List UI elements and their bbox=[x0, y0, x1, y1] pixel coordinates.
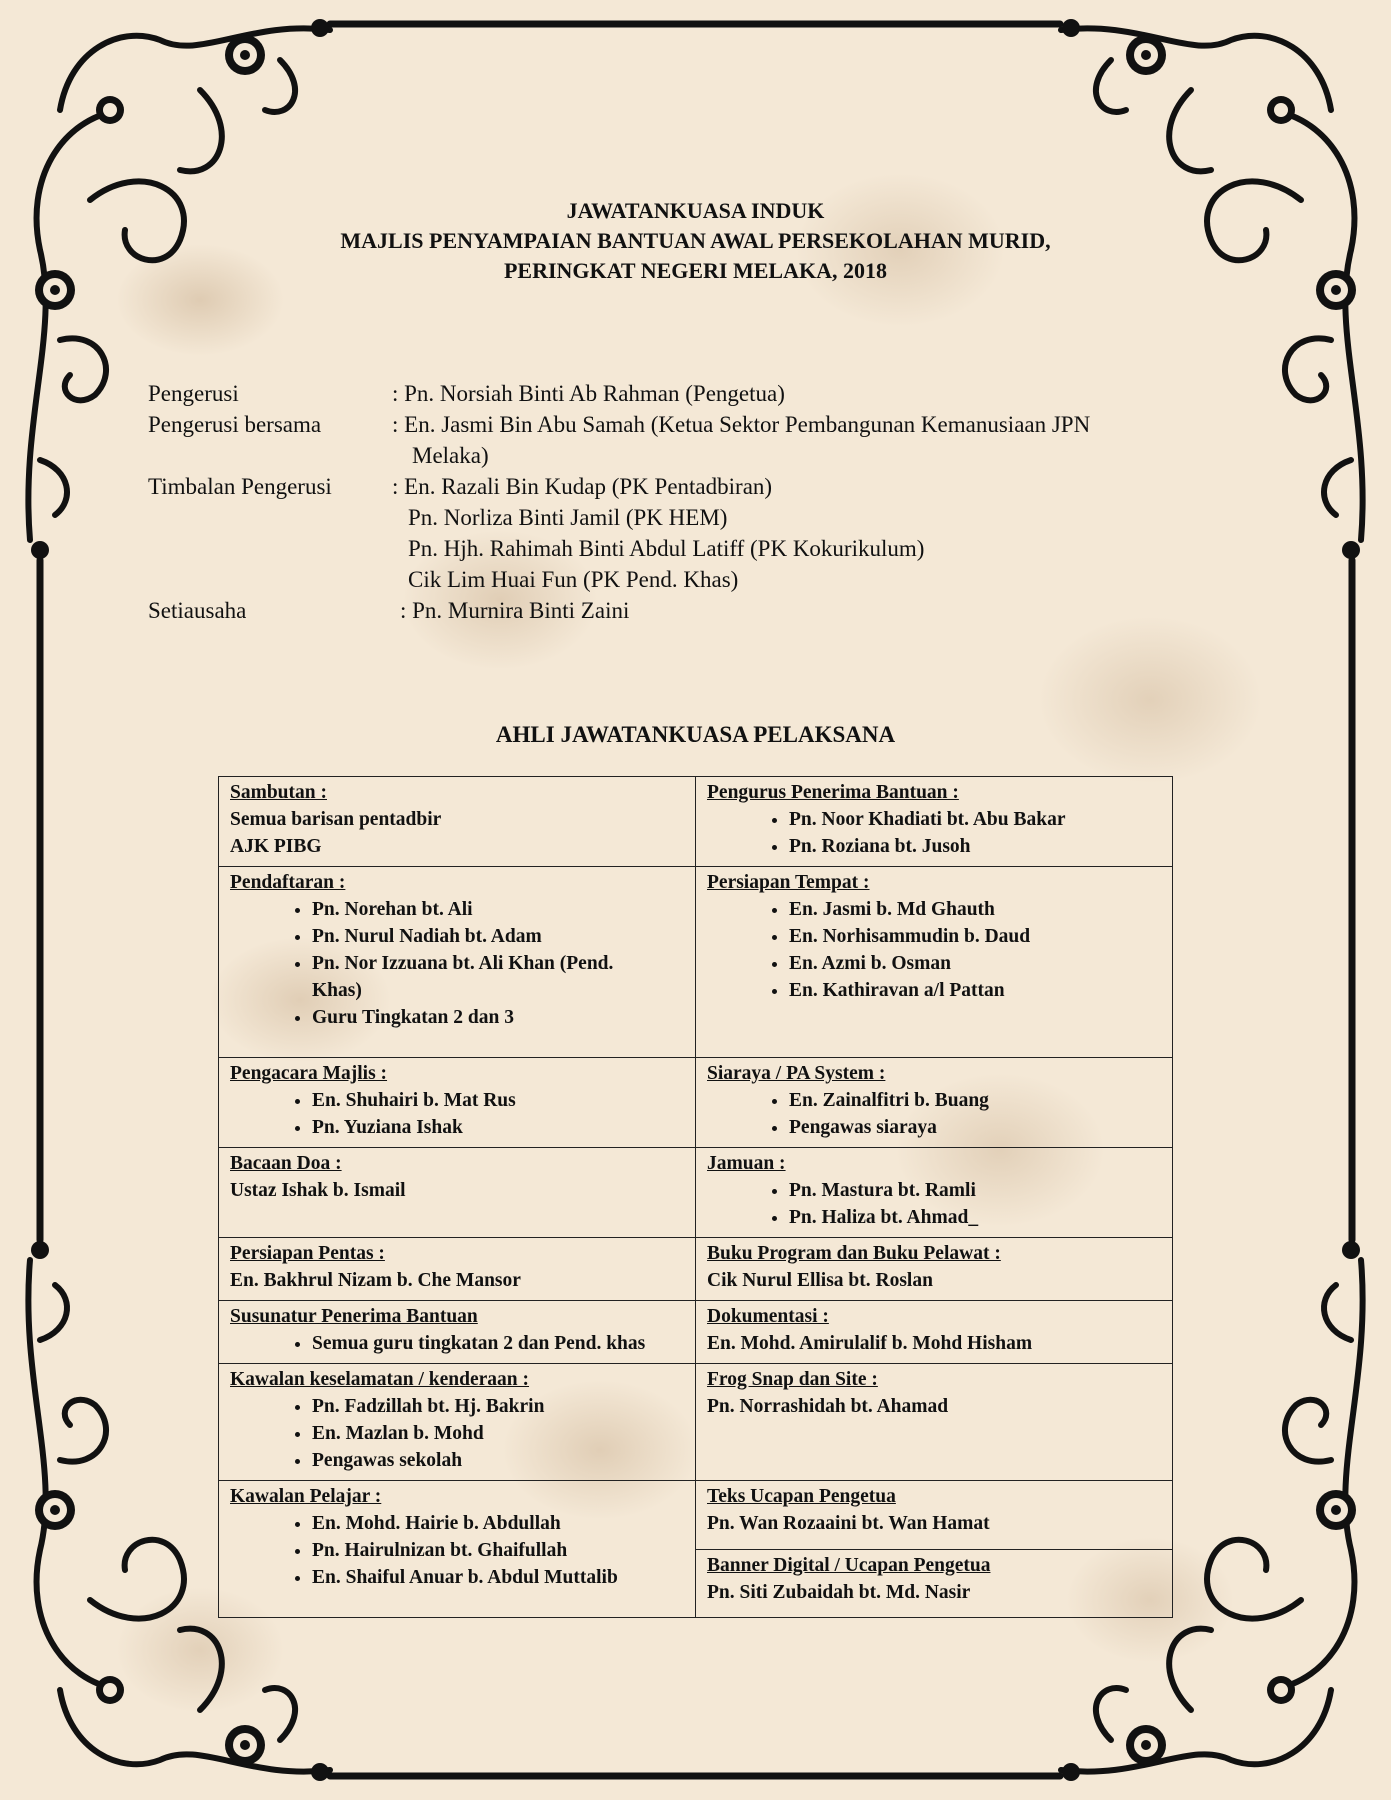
role-value-line: : En. Jasmi Bin Abu Samah (Ketua Sektor Pembangunan Kemanusiaan JPN bbox=[392, 412, 1091, 437]
cell-bacaan-doa bbox=[219, 1148, 696, 1238]
title-line-3: PERINGKAT NEGERI MELAKA, 2018 bbox=[503, 258, 887, 283]
list-item: • Pengawas siaraya bbox=[789, 1114, 1162, 1141]
table-row bbox=[219, 777, 1173, 867]
cell-heading: Frog Snap dan Site : bbox=[707, 1369, 878, 1390]
cell-line: Pn. Wan Rozaaini bt. Wan Hamat bbox=[707, 1513, 990, 1534]
list-item: • En. Zainalfitri b. Buang bbox=[789, 1087, 1162, 1114]
list-item: • En. Shaiful Anuar b. Abdul Muttalib bbox=[312, 1564, 685, 1591]
cell-susunatur bbox=[219, 1301, 696, 1364]
cell-frog-snap bbox=[696, 1364, 1173, 1481]
cell-dokumentasi bbox=[696, 1301, 1173, 1364]
cell-siaraya bbox=[696, 1058, 1173, 1148]
list-item: • Pengawas sekolah bbox=[312, 1447, 685, 1474]
committee-row-pengerusi bbox=[148, 378, 1248, 409]
bullet-list bbox=[230, 1330, 685, 1357]
committee-row-setiausaha bbox=[148, 595, 1248, 626]
list-item: • Pn. Nurul Nadiah bt. Adam bbox=[312, 923, 685, 950]
list-item: • En. Shuhairi b. Mat Rus bbox=[312, 1087, 685, 1114]
list-item: • En. Mohd. Hairie b. Abdullah bbox=[312, 1510, 685, 1537]
cell-line: En. Bakhrul Nizam b. Che Mansor bbox=[230, 1270, 521, 1291]
list-item: • Pn. Haliza bt. Ahmad_ bbox=[789, 1204, 1162, 1231]
list-item: • Pn. Fadzillah bt. Hj. Bakrin bbox=[312, 1393, 685, 1420]
cell-line: Cik Nurul Ellisa bt. Roslan bbox=[707, 1270, 933, 1291]
list-item: • Pn. Nor Izzuana bt. Ali Khan (Pend. Khas) bbox=[312, 950, 685, 1004]
bullet-list bbox=[707, 896, 1162, 1004]
table-row bbox=[219, 1148, 1173, 1238]
cell-heading: Pendaftaran : bbox=[230, 872, 346, 893]
list-item: • Pn. Yuziana Ishak bbox=[312, 1114, 685, 1141]
cell-line: Pn. Norrashidah bt. Ahamad bbox=[707, 1396, 949, 1417]
role-value bbox=[392, 471, 1248, 595]
cell-persiapan-pentas bbox=[219, 1238, 696, 1301]
cell-pengurus bbox=[696, 777, 1173, 867]
cell-persiapan-tempat bbox=[696, 867, 1173, 1058]
cell-line: En. Mohd. Amirulalif b. Mohd Hisham bbox=[707, 1333, 1033, 1354]
cell-heading: Teks Ucapan Pengetua bbox=[707, 1486, 896, 1507]
bullet-list bbox=[230, 1510, 685, 1591]
table-row bbox=[219, 1301, 1173, 1364]
section-title-pelaksana: AHLI JAWATANKUASA PELAKSANA bbox=[495, 722, 896, 747]
bullet-list bbox=[707, 1177, 1162, 1231]
role-value-line: Pn. Hjh. Rahimah Binti Abdul Latiff (PK Kokurikulum) bbox=[408, 536, 925, 561]
role-value: : Pn. Murnira Binti Zaini bbox=[400, 598, 630, 623]
list-item: • Semua guru tingkatan 2 dan Pend. khas bbox=[312, 1330, 685, 1357]
list-item: • En. Norhisammudin b. Daud bbox=[789, 923, 1162, 950]
table-row bbox=[219, 1364, 1173, 1481]
role-value-line: : En. Razali Bin Kudap (PK Pentadbiran) bbox=[392, 474, 773, 499]
cell-heading: Siaraya / PA System : bbox=[707, 1063, 886, 1084]
bullet-list bbox=[230, 896, 685, 1031]
cell-heading: Jamuan : bbox=[707, 1153, 786, 1174]
title-line-2: MAJLIS PENYAMPAIAN BANTUAN AWAL PERSEKOLAHAN MURID, bbox=[340, 228, 1051, 253]
role-label: Pengerusi bbox=[148, 381, 239, 406]
document-title bbox=[0, 196, 1391, 286]
list-item: • En. Azmi b. Osman bbox=[789, 950, 1162, 977]
cell-line: AJK PIBG bbox=[230, 836, 322, 857]
main-committee bbox=[148, 378, 1248, 626]
cell-heading: Bacaan Doa : bbox=[230, 1153, 342, 1174]
cell-heading: Pengurus Penerima Bantuan : bbox=[707, 782, 959, 803]
table-row bbox=[219, 867, 1173, 1058]
list-item: • Pn. Norehan bt. Ali bbox=[312, 896, 685, 923]
cell-heading: Banner Digital / Ucapan Pengetua bbox=[707, 1554, 991, 1576]
title-line-1: JAWATANKUASA INDUK bbox=[566, 198, 825, 223]
list-item: • Pn. Roziana bt. Jusoh bbox=[789, 833, 1162, 860]
cell-buku-program bbox=[696, 1238, 1173, 1301]
bullet-list bbox=[230, 1393, 685, 1474]
role-value: : Pn. Norsiah Binti Ab Rahman (Pengetua) bbox=[392, 381, 785, 406]
cell-banner bbox=[696, 1549, 1173, 1618]
cell-pendaftaran bbox=[219, 867, 696, 1058]
table-row bbox=[219, 1058, 1173, 1148]
cell-line: Pn. Siti Zubaidah bt. Md. Nasir bbox=[707, 1581, 971, 1603]
bullet-list bbox=[707, 1087, 1162, 1141]
role-label: Timbalan Pengerusi bbox=[148, 474, 332, 499]
bullet-list bbox=[707, 806, 1162, 860]
list-item: • En. Kathiravan a/l Pattan bbox=[789, 977, 1162, 1004]
list-item: • Guru Tingkatan 2 dan 3 bbox=[312, 1004, 685, 1031]
list-item: • En. Mazlan b. Mohd bbox=[312, 1420, 685, 1447]
role-label: Setiausaha bbox=[148, 598, 247, 623]
role-value-line: Cik Lim Huai Fun (PK Pend. Khas) bbox=[408, 567, 739, 592]
cell-heading: Dokumentasi : bbox=[707, 1306, 829, 1327]
cell-heading: Kawalan Pelajar : bbox=[230, 1486, 382, 1507]
cell-pengacara bbox=[219, 1058, 696, 1148]
cell-kawalan-pelajar bbox=[219, 1481, 696, 1618]
cell-jamuan bbox=[696, 1148, 1173, 1238]
executive-committee-table bbox=[218, 776, 1173, 1618]
list-item: • Pn. Noor Khadiati bt. Abu Bakar bbox=[789, 806, 1162, 833]
role-value-line: Pn. Norliza Binti Jamil (PK HEM) bbox=[408, 505, 728, 530]
committee-row-timbalan bbox=[148, 471, 1248, 595]
cell-line: Ustaz Ishak b. Ismail bbox=[230, 1180, 406, 1201]
cell-heading: Persiapan Pentas : bbox=[230, 1243, 385, 1264]
role-value bbox=[392, 409, 1248, 471]
cell-heading: Pengacara Majlis : bbox=[230, 1063, 388, 1084]
role-value-continuation: Melaka) bbox=[412, 443, 489, 468]
cell-teks-ucapan bbox=[696, 1481, 1173, 1550]
table-row bbox=[219, 1481, 1173, 1550]
cell-heading: Kawalan keselamatan / kenderaan : bbox=[230, 1369, 530, 1390]
table-row bbox=[219, 1238, 1173, 1301]
cell-heading: Buku Program dan Buku Pelawat : bbox=[707, 1243, 1001, 1264]
cell-heading: Sambutan : bbox=[230, 782, 327, 803]
cell-heading: Persiapan Tempat : bbox=[707, 872, 870, 893]
cell-line: Semua barisan pentadbir bbox=[230, 809, 442, 830]
cell-heading: Susunatur Penerima Bantuan bbox=[230, 1306, 478, 1327]
cell-sambutan bbox=[219, 777, 696, 867]
committee-row-pengerusi-bersama bbox=[148, 409, 1248, 471]
bullet-list bbox=[230, 1087, 685, 1141]
list-item: • Pn. Mastura bt. Ramli bbox=[789, 1177, 1162, 1204]
cell-kawalan-keselamatan bbox=[219, 1364, 696, 1481]
role-label: Pengerusi bersama bbox=[148, 412, 322, 437]
list-item: • Pn. Hairulnizan bt. Ghaifullah bbox=[312, 1537, 685, 1564]
list-item: • En. Jasmi b. Md Ghauth bbox=[789, 896, 1162, 923]
